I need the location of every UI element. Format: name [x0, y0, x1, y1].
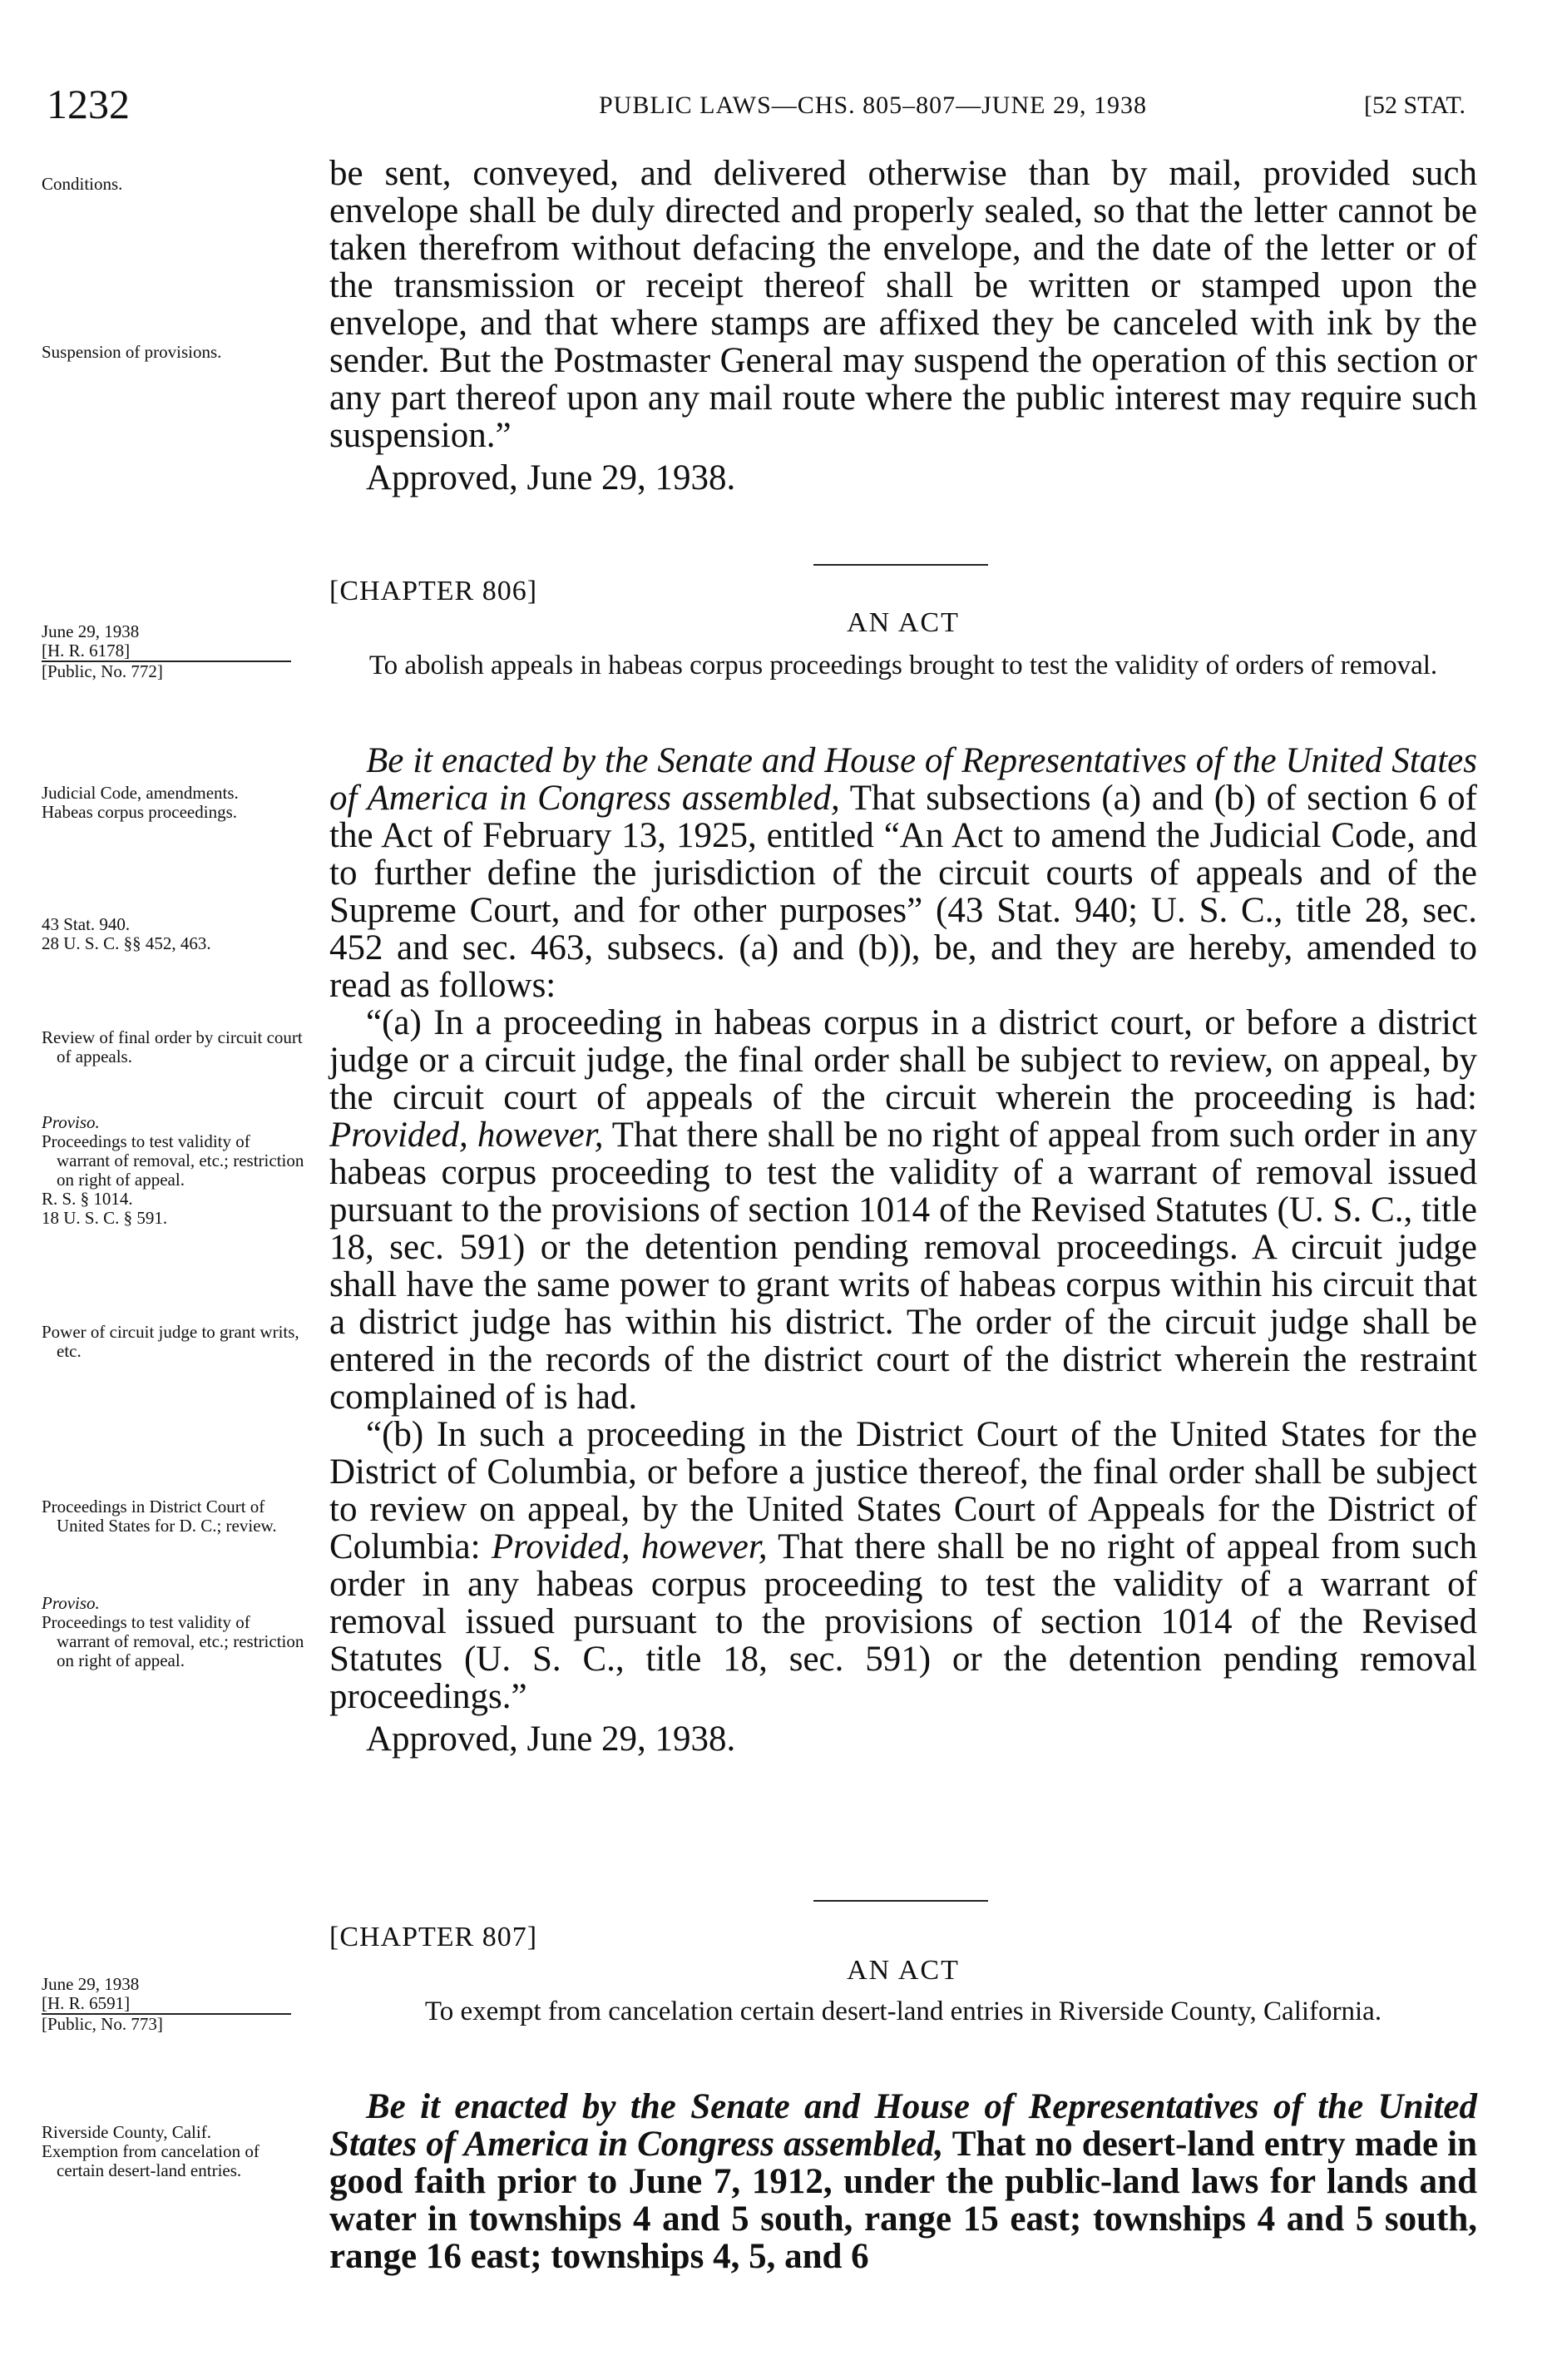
margin-note-power: Power of circuit judge to grant writs, etc.: [42, 1322, 299, 1361]
chapter-807-enacting-clause: Be it enacted by the Senate and House of Representatives of the United States of America in Congress assembled, That no desert-land entry made in good faith prior to June 7, 1912, under the public-land laws for lands and water in townships 4 and 5 south, range 15 east; townships 4 and 5 south, range 16 east; townships 4, 5, and 6: [329, 2087, 1478, 2276]
chapter-806-enacting-clause: Be it enacted by the Senate and House of Representatives of the United States of America in Congress assembled, That subsections (a) and (b) of section 6 of the Act of February 13, 1925, entitled “An Act to amend the Judicial Code, and to further define the jurisdiction of the circuit courts of appeals and of the Supreme Court, and for other purposes” (43 Stat. 940; U. S. C., title 28, sec. 452 and sec. 463, subsecs. (a) and (b)), be, and they are hereby, amended to read as follows:: [329, 741, 1477, 1005]
chapter-806-approved: Approved, June 29, 1938.: [366, 1719, 736, 1759]
margin-note-proviso-2: Proviso. Proceedings to test validity of warrant of removal, etc.; restriction on right of appeal.: [42, 1593, 304, 1670]
chapter-806-subsection-b: “(b) In such a proceeding in the District Court of the United States for the District of Columbia, or before a justice thereof, the final order shall be subject to review on appeal, by the United States Court of Appeals for the District of Columbia: Provided, however, That there shall be no right of appeal from such order in any habeas corpus proceeding to test the validity of a warrant of removal issued pursuant to the provisions of section 1014 of the Revised Statutes (U. S. C., title 18, sec. 591) or the detention pending removal proceedings.”: [329, 1415, 1477, 1716]
margin-note-proviso: Proviso. Proceedings to test validity of warrant of removal, etc.; restriction on right of appeal. R. S. § 1014. 18 U. S. C. § 591.: [42, 1112, 304, 1228]
margin-note-dc-proceedings: Proceedings in District Court of United States for D. C.; review.: [42, 1497, 277, 1536]
chapter-807-body: [329, 2088, 1477, 2275]
chapter-807-label: [CHAPTER 807]: [329, 1922, 538, 1952]
chapter-807-title: To exempt from cancelation certain desert-land entries in Riverside County, California.: [424, 1997, 1382, 2026]
chapter-807-act-heading: AN ACT: [847, 1955, 960, 1986]
page-number: 1232: [47, 81, 130, 127]
margin-note-suspension: Suspension of provisions.: [42, 342, 222, 362]
chapter-806-margin-header: June 29, 1938 [H. R. 6178] [Public, No. 772]: [42, 622, 291, 681]
divider-rule: [813, 564, 988, 566]
chapter-806-label: [CHAPTER 806]: [329, 576, 538, 606]
page-header: [33, 80, 1480, 126]
section-805-approved: Approved, June 29, 1938.: [366, 458, 736, 497]
margin-note-review: Review of final order by circuit court of appeals.: [42, 1027, 303, 1066]
margin-note-riverside: Riverside County, Calif. Exemption from cancelation of certain desert-land entries.: [42, 2122, 259, 2180]
running-title: PUBLIC LAWS—CHS. 805–807—JUNE 29, 1938: [599, 92, 1147, 119]
divider-rule: [813, 1900, 988, 1902]
chapter-806-act-heading: AN ACT: [847, 607, 960, 638]
chapter-806-body: [329, 742, 1477, 1758]
chapter-806-subsection-a: “(a) In a proceeding in habeas corpus in a district court, or before a district judge or a circuit judge, the final order shall be subject to review, on appeal, by the circuit court of appeals of the circuit wherein the proceeding is had: Provided, however, That there shall be no right of appeal from such order in any habeas corpus proceeding to test the validity of a warrant of removal issued pursuant to the provisions of section 1014 of the Revised Statutes (U. S. C., title 18, sec. 591) or the detention pending removal proceedings. A circuit judge shall have the same power to grant writs of habeas corpus within his circuit that a district judge has within his district. The order of the circuit judge shall be entered in the records of the district court of the district wherein the restraint complained of is had.: [329, 1003, 1477, 1417]
margin-note-citations: 43 Stat. 940. 28 U. S. C. §§ 452, 463.: [42, 914, 211, 953]
margin-note-conditions: Conditions.: [42, 174, 123, 194]
chapter-807-margin-header: June 29, 1938 [H. R. 6591] [Public, No. 773]: [42, 1975, 291, 2034]
section-805-text: [329, 155, 1477, 497]
chapter-806-title: To abolish appeals in habeas corpus proceedings brought to test the validity of orders of removal.: [368, 651, 1438, 680]
statute-volume: [52 STAT.: [1364, 92, 1466, 119]
margin-note-judicial-code: Judicial Code, amendments. Habeas corpus proceedings.: [42, 783, 239, 822]
section-805-paragraph: be sent, conveyed, and delivered otherwise than by mail, provided such envelope shall be duly directed and properly sealed, so that the letter cannot be taken therefrom without defacing the envelope, and the date of the letter or of the transmission or receipt thereof shall be written or stamped upon the envelope, and that where stamps are affixed they be canceled with ink by the sender. But the Postmaster General may suspend the operation of this section or any part thereof upon any mail route where the public interest may require such suspension.”: [329, 154, 1477, 455]
